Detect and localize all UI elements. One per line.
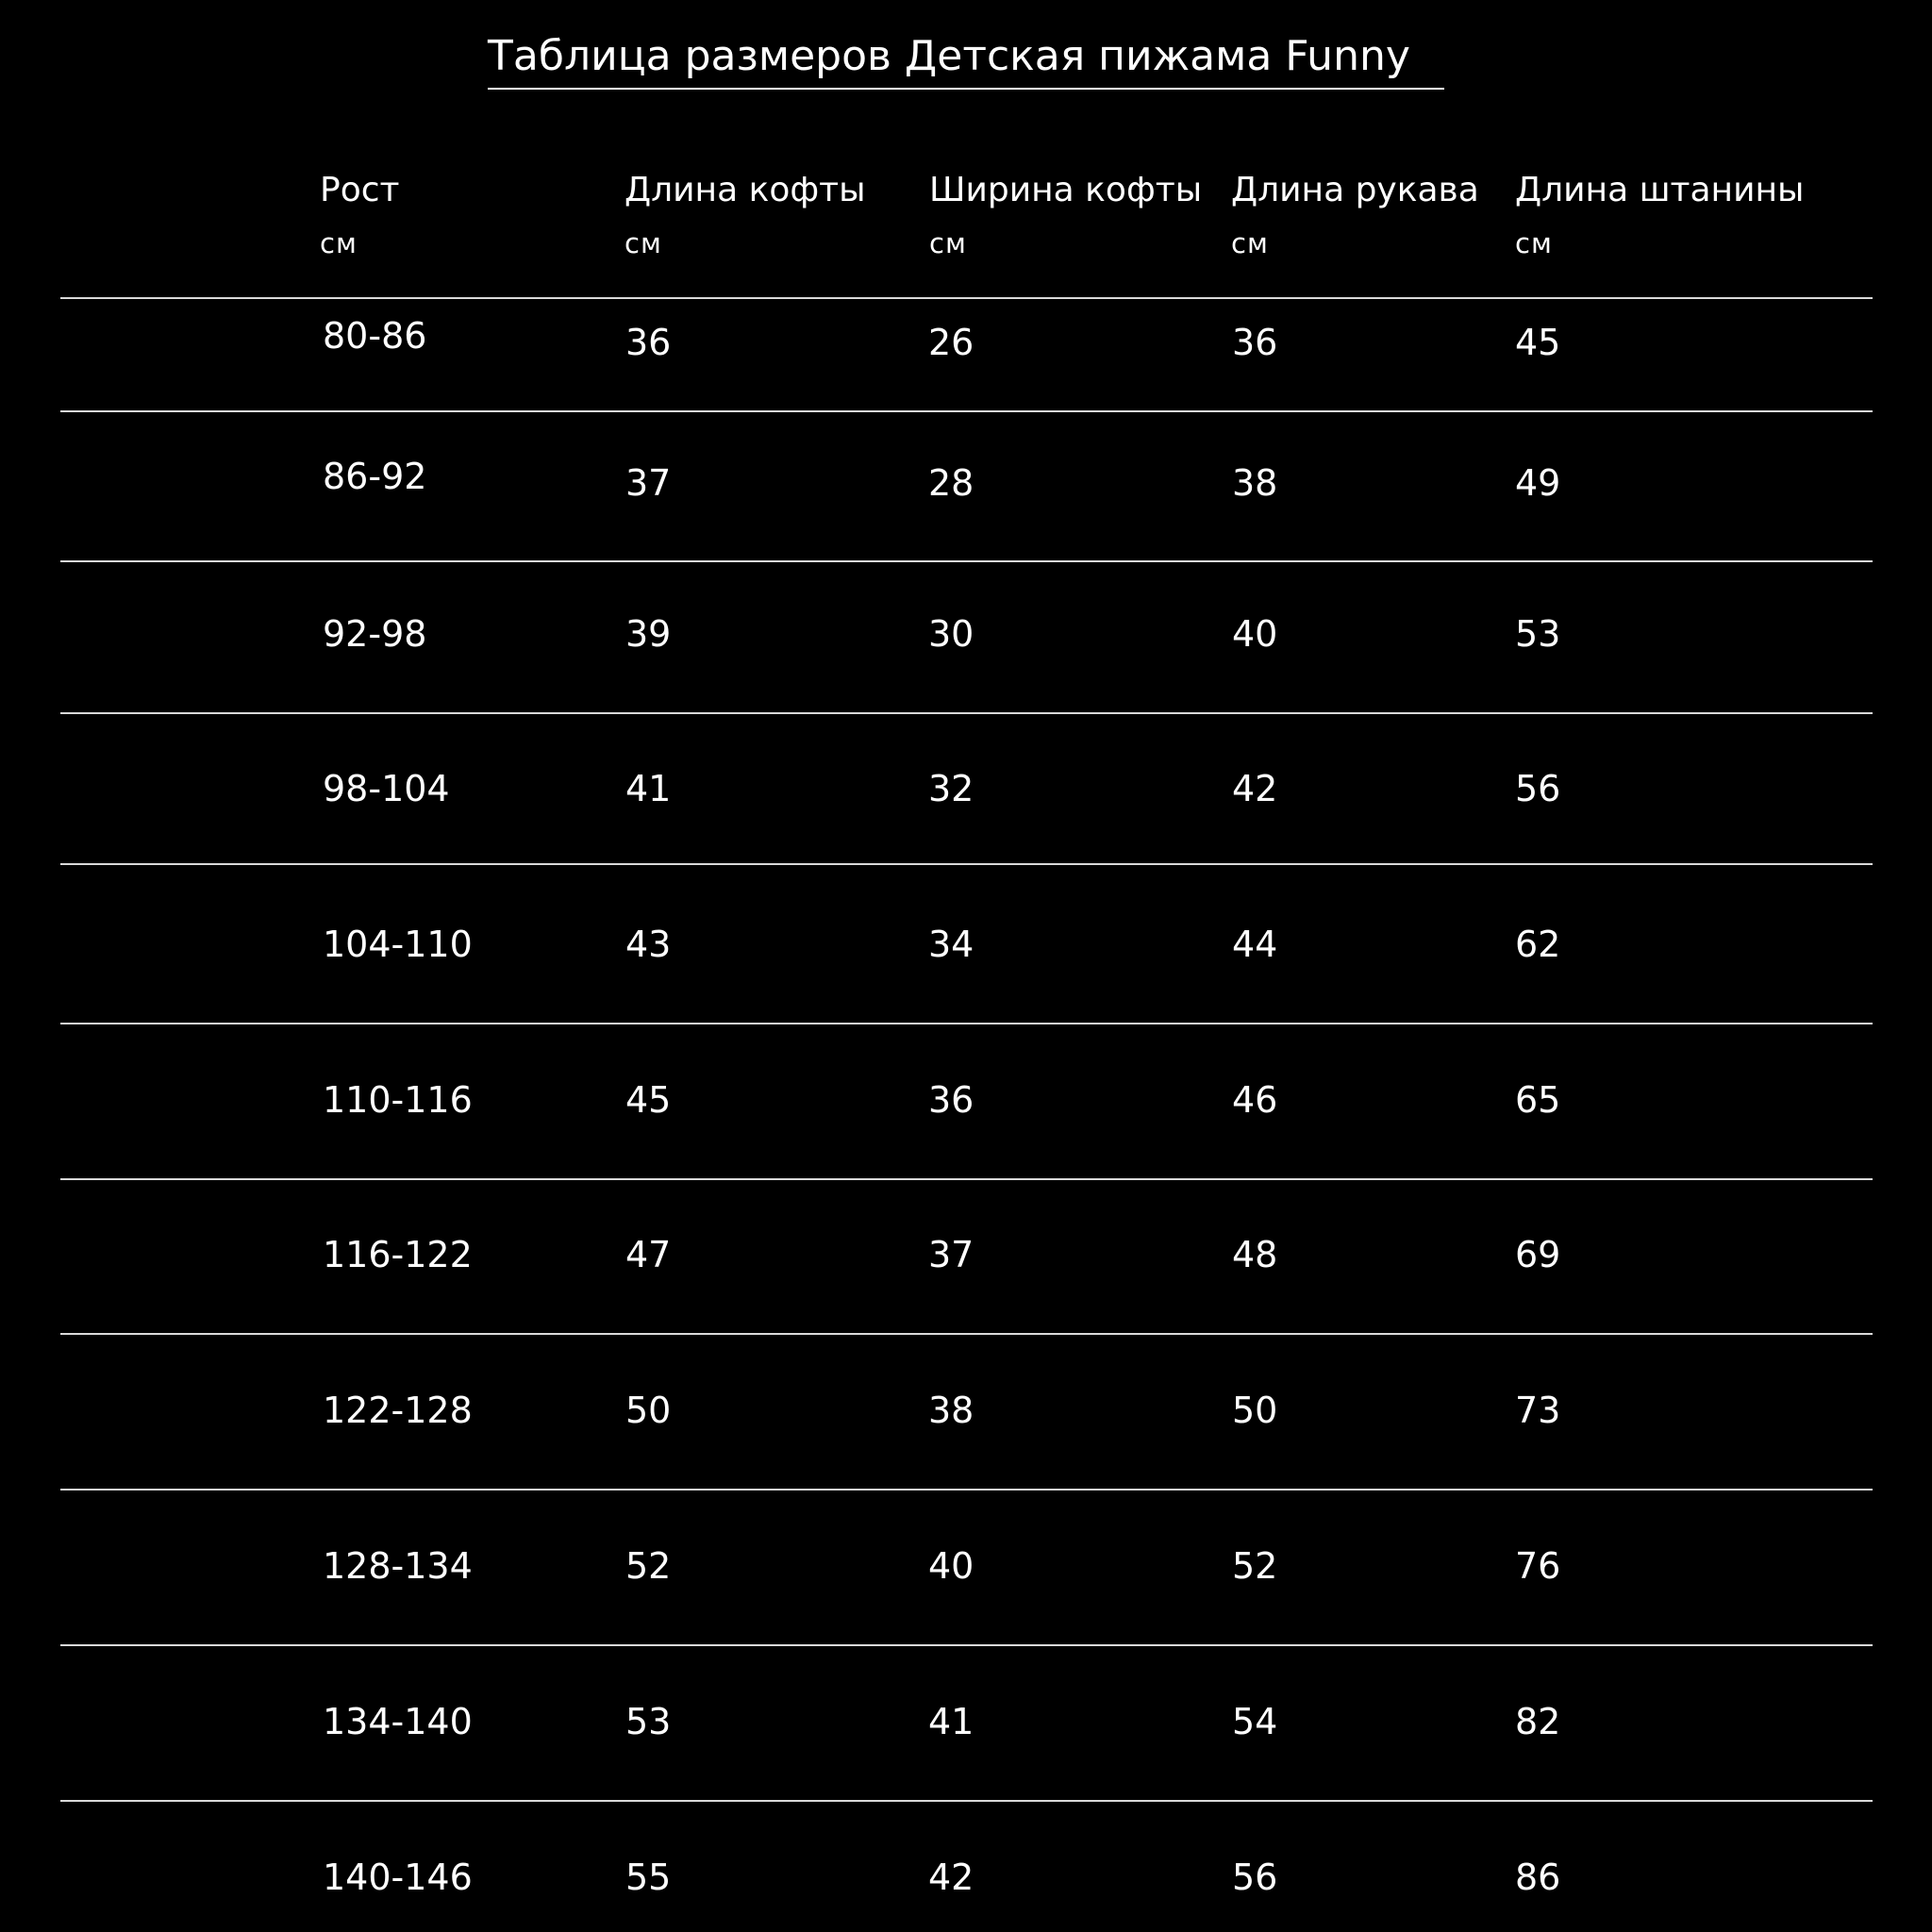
cell-height: 92-98 — [323, 613, 427, 655]
cell-sleeve-length: 52 — [1232, 1545, 1278, 1587]
cell-jacket-width: 40 — [928, 1545, 974, 1587]
cell-sleeve-length: 42 — [1232, 768, 1278, 809]
cell-leg-length: 62 — [1515, 924, 1561, 965]
column-header-jacket-width — [929, 168, 1202, 262]
cell-sleeve-length: 48 — [1232, 1234, 1278, 1275]
row-divider — [60, 1644, 1873, 1646]
cell-jacket-width: 28 — [928, 462, 974, 504]
cell-leg-length: 69 — [1515, 1234, 1561, 1275]
cell-sleeve-length: 50 — [1232, 1390, 1278, 1431]
cell-jacket-length: 55 — [625, 1857, 672, 1898]
cell-sleeve-length: 56 — [1232, 1857, 1278, 1898]
cell-sleeve-length: 36 — [1232, 322, 1278, 363]
column-header-unit: см — [625, 227, 662, 259]
cell-jacket-length: 39 — [625, 613, 672, 655]
cell-jacket-width: 26 — [928, 322, 974, 363]
cell-jacket-length: 52 — [625, 1545, 672, 1587]
column-header-label: Длина рукава — [1231, 171, 1479, 209]
cell-jacket-width: 30 — [928, 613, 974, 655]
cell-sleeve-length: 54 — [1232, 1701, 1278, 1742]
cell-jacket-length: 47 — [625, 1234, 672, 1275]
cell-leg-length: 56 — [1515, 768, 1561, 809]
row-divider — [60, 1178, 1873, 1180]
cell-leg-length: 86 — [1515, 1857, 1561, 1898]
cell-jacket-width: 36 — [928, 1079, 974, 1121]
row-divider — [60, 1800, 1873, 1802]
cell-jacket-length: 45 — [625, 1079, 672, 1121]
cell-leg-length: 49 — [1515, 462, 1561, 504]
column-header-unit: см — [1231, 227, 1269, 259]
cell-height: 116-122 — [323, 1234, 473, 1275]
cell-height: 110-116 — [323, 1079, 473, 1121]
cell-jacket-length: 43 — [625, 924, 672, 965]
cell-sleeve-length: 38 — [1232, 462, 1278, 504]
cell-leg-length: 73 — [1515, 1390, 1561, 1431]
cell-height: 86-92 — [323, 456, 427, 497]
cell-leg-length: 65 — [1515, 1079, 1561, 1121]
cell-jacket-width: 34 — [928, 924, 974, 965]
column-header-label: Рост — [320, 171, 400, 209]
cell-leg-length: 76 — [1515, 1545, 1561, 1587]
row-divider — [60, 410, 1873, 412]
cell-height: 134-140 — [323, 1701, 473, 1742]
cell-height: 122-128 — [323, 1390, 473, 1431]
column-header-label: Длина штанины — [1515, 171, 1805, 209]
column-header-sleeve-length — [1231, 168, 1479, 262]
cell-jacket-width: 37 — [928, 1234, 974, 1275]
cell-leg-length: 53 — [1515, 613, 1561, 655]
cell-jacket-length: 37 — [625, 462, 672, 504]
row-divider — [60, 297, 1873, 299]
cell-jacket-length: 50 — [625, 1390, 672, 1431]
cell-jacket-width: 38 — [928, 1390, 974, 1431]
cell-height: 104-110 — [323, 924, 473, 965]
column-header-label: Длина кофты — [625, 171, 866, 209]
row-divider — [60, 1489, 1873, 1491]
cell-jacket-width: 32 — [928, 768, 974, 809]
row-divider — [60, 560, 1873, 562]
column-header-unit: см — [1515, 227, 1553, 259]
cell-height: 80-86 — [323, 315, 427, 357]
cell-jacket-length: 36 — [625, 322, 672, 363]
row-divider — [60, 1333, 1873, 1335]
cell-jacket-width: 41 — [928, 1701, 974, 1742]
cell-height: 140-146 — [323, 1857, 473, 1898]
cell-height: 98-104 — [323, 768, 450, 809]
cell-sleeve-length: 44 — [1232, 924, 1278, 965]
cell-jacket-length: 53 — [625, 1701, 672, 1742]
row-divider — [60, 712, 1873, 714]
cell-sleeve-length: 46 — [1232, 1079, 1278, 1121]
page-title: Таблица размеров Детская пижама Funny — [488, 32, 1410, 80]
column-header-unit: см — [320, 227, 358, 259]
column-header-height — [320, 168, 400, 262]
cell-jacket-length: 41 — [625, 768, 672, 809]
column-header-leg-length — [1515, 168, 1804, 262]
column-header-label: Ширина кофты — [929, 171, 1203, 209]
cell-leg-length: 82 — [1515, 1701, 1561, 1742]
column-header-unit: см — [929, 227, 967, 259]
row-divider — [60, 863, 1873, 865]
cell-leg-length: 45 — [1515, 322, 1561, 363]
column-header-jacket-length — [625, 168, 866, 262]
row-divider — [60, 1023, 1873, 1024]
cell-jacket-width: 42 — [928, 1857, 974, 1898]
title-underline — [488, 88, 1444, 90]
cell-height: 128-134 — [323, 1545, 473, 1587]
cell-sleeve-length: 40 — [1232, 613, 1278, 655]
